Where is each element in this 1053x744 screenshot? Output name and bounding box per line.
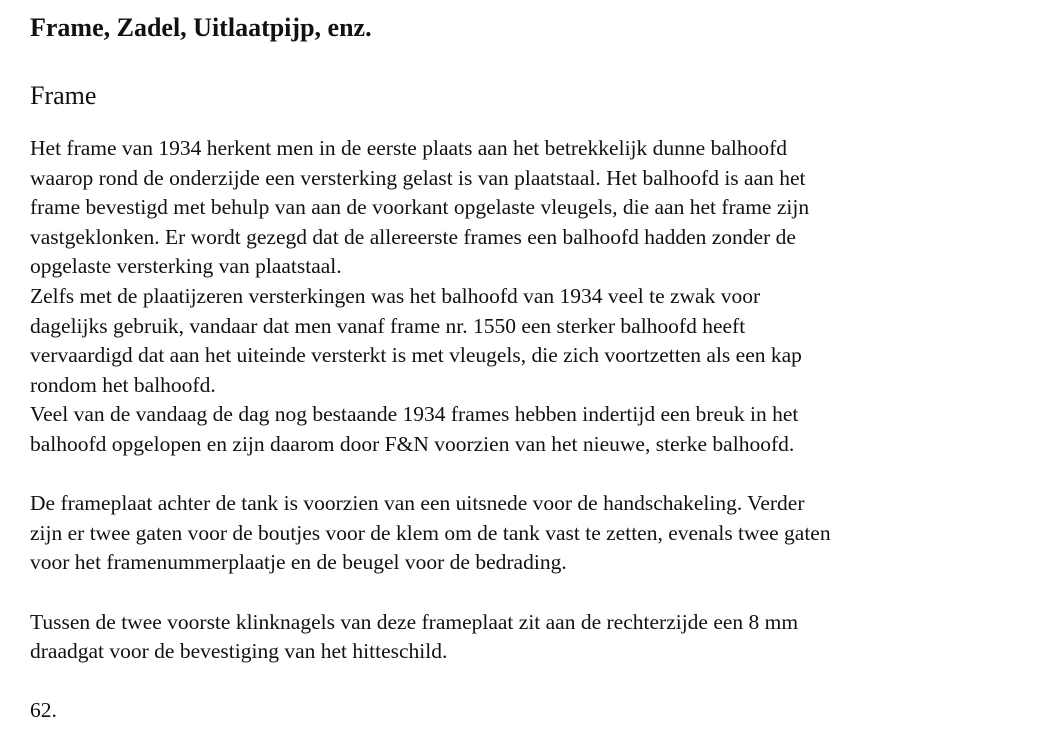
paragraph-line: Tussen de twee voorste klinknagels van deze frameplaat zit aan de rechterzijde een 8 mm <box>30 609 799 634</box>
paragraph-line: draadgat voor de bevestiging van het hitteschild. <box>30 639 448 664</box>
paragraph-line: Zelfs met de plaatijzeren versterkingen was het balhoofd van 1934 veel te zwak voor <box>30 283 761 308</box>
paragraph-1 <box>30 134 1030 460</box>
section-heading: Frame <box>30 81 97 110</box>
paragraph-line: Veel van de vandaag de dag nog bestaande 1934 frames hebben indertijd een breuk in het <box>30 402 799 427</box>
paragraph-line: opgelaste versterking van plaatstaal. <box>30 254 342 279</box>
paragraph-2 <box>30 489 1030 578</box>
paragraph-line: dagelijks gebruik, vandaar dat men vanaf frame nr. 1550 een sterker balhoofd heeft <box>30 313 746 338</box>
paragraph-line: zijn er twee gaten voor de boutjes voor de klem om de tank vast te zetten, evenals twee gaten <box>30 520 831 545</box>
paragraph-line: Het frame van 1934 herkent men in de eerste plaats aan het betrekkelijk dunne balhoofd <box>30 136 787 160</box>
paragraph-line: vervaardigd dat aan het uiteinde versterkt is met vleugels, die zich voortzetten als een kap <box>30 343 802 368</box>
paragraph-line: voor het framenummerplaatje en de beugel voor de bedrading. <box>30 550 567 575</box>
paragraph-line: De frameplaat achter de tank is voorzien van een uitsnede voor de handschakeling. Verder <box>30 491 805 516</box>
paragraph-line: vastgeklonken. Er wordt gezegd dat de allereerste frames een balhoofd hadden zonder de <box>30 224 796 249</box>
paragraph-3 <box>30 608 1030 667</box>
paragraph-line: waarop rond de onderzijde een versterking gelast is van plaatstaal. Het balhoofd is aan het <box>30 165 806 190</box>
paragraph-line: frame bevestigd met behulp van aan de voorkant opgelaste vleugels, die aan het frame zijn <box>30 195 810 220</box>
page-number: 62. <box>30 698 57 723</box>
document-page <box>30 12 1030 726</box>
paragraph-line: balhoofd opgelopen en zijn daarom door F&N voorzien van het nieuwe, sterke balhoofd. <box>30 431 795 456</box>
document-title: Frame, Zadel, Uitlaatpijp, enz. <box>30 13 372 42</box>
paragraph-line: rondom het balhoofd. <box>30 372 216 397</box>
